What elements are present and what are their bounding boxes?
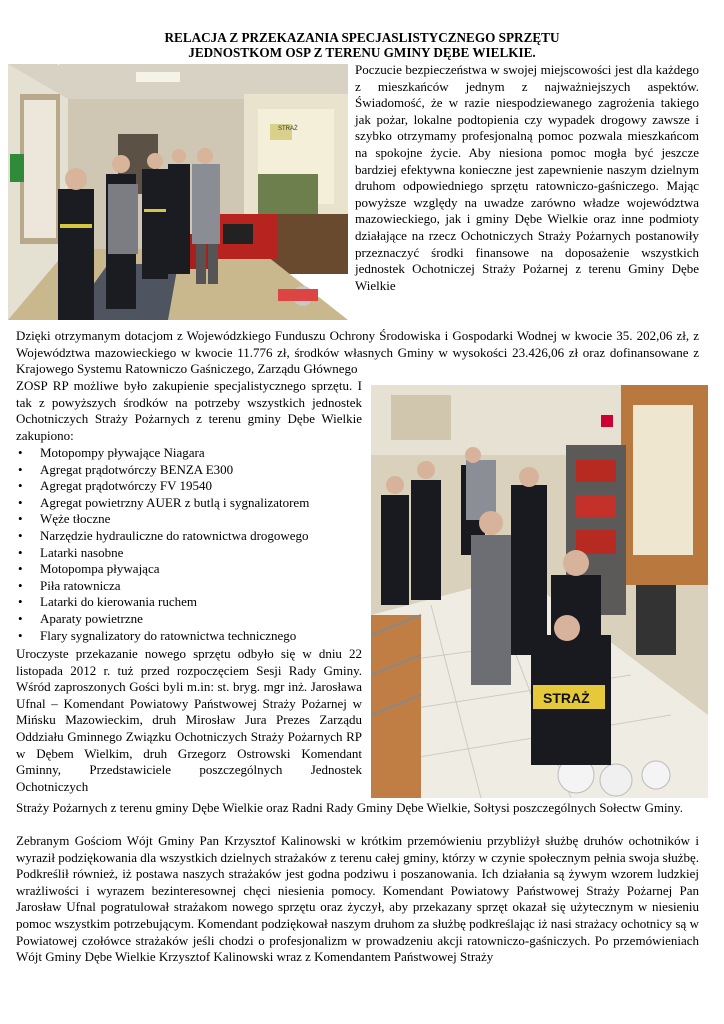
- list-item: [16, 578, 362, 595]
- list-item: [16, 628, 362, 645]
- bullet: •: [18, 610, 23, 626]
- bullet: •: [18, 494, 23, 510]
- title-line-2: JEDNOSTKOM OSP Z TERENU GMINY DĘBE WIELKIE.: [188, 45, 536, 60]
- photo-handover-corridor: [8, 64, 348, 320]
- list-item-label: Piła ratownicza: [40, 577, 121, 593]
- list-item: [16, 445, 362, 462]
- bullet: •: [18, 511, 23, 527]
- list-item: [16, 561, 362, 578]
- list-item: [16, 462, 362, 479]
- list-item-label: Latarki nasobne: [40, 544, 124, 560]
- title-line-1: RELACJA Z PRZEKAZANIA SPECJASLISTYCZNEGO SPRZĘTU: [164, 30, 560, 45]
- list-item: [16, 594, 362, 611]
- list-item-label: Węże tłoczne: [40, 511, 111, 527]
- photo-handover-overhead: [371, 385, 708, 798]
- list-item-label: Agregat prądotwórczy BENZA E300: [40, 461, 234, 477]
- equipment-list: [16, 445, 362, 644]
- list-item: [16, 611, 362, 628]
- bullet: •: [18, 461, 23, 477]
- bullet: •: [18, 478, 23, 494]
- funding-paragraph: Dzięki otrzymanym dotacjom z Wojewódzkiego Funduszu Ochrony Środowiska i Gospodarki Wodnej w kwocie 35. 202,06 zł, z Województwa mazowieckiego w kwocie 11.776 zł, środków własnych Gminy w wysokości 23.426,06 zł oraz dofinansowane z Krajowego Systemu Ratowniczo Gaśniczego, Zarządu Głównego: [16, 328, 699, 377]
- list-item-label: Motopompa pływająca: [40, 561, 160, 577]
- list-item-label: Agregat prądotwórczy FV 19540: [40, 478, 212, 494]
- list-item-label: Narzędzie hydrauliczne do ratownictwa drogowego: [40, 527, 309, 543]
- guests-paragraph: Straży Pożarnych z terenu gminy Dębe Wielkie oraz Radni Rady Gminy Dębe Wielkie, Sołtysi poszczególnych Sołectw Gminy.: [16, 800, 683, 815]
- list-item-label: Latarki do kierowania ruchem: [40, 594, 198, 610]
- speeches-paragraph: Zebranym Gościom Wójt Gminy Pan Krzysztof Kalinowski w krótkim przemówieniu przybliżył służbę druhów ochotników i wyraził podziękowania dla wszystkich dzielnych strażaków z terenu całej gminy, którzy w czynie społecznym pełnia swoja służbę. Podkreślił również, iż postawa naszych strażaków jest godna podziwu i poszanowania. Ich działania są żywym wzorem ludzkiej wrażliwości i wyrazem bezinteresownej chęci niesienia pomocy. Komendant Powiatowy Państwowej Straży Pożarnej Pan Jarosław Ufnal pogratulował strażakom nowego sprzętu oraz życzył, aby przekazany sprzęt okazał się użytecznym w niesieniu pomoc wszystkim potrzebującym. Komendant podziękował naszym druhom za służbę podkreślając iż nasi strażacy ochotnicy są w Powiatowej czołówce strażaków jeśli chodzi o profesjonalizm w prowadzeniu akcji ratowniczo-gaśniczych. Po przemówieniach Wójt Gminy Dębe Wielkie Krzysztof Kalinowski wraz z Komendantem Państwowej Straży: [16, 833, 699, 965]
- bullet: •: [18, 577, 23, 593]
- photo2-vest-text: STRAŻ: [543, 690, 590, 706]
- list-item-label: Flary sygnalizatory do ratownictwa technicznego: [40, 627, 297, 643]
- bullet: •: [18, 627, 23, 643]
- purchase-paragraph: ZOSP RP możliwe było zakupienie specjalistycznego sprzętu. I tak z powyższych środków na potrzeby wszystkich jednostek Ochotniczych Straży Pożarnych z terenu gminy Dębe Wielkie zakupiono:: [16, 378, 362, 443]
- list-item: [16, 511, 362, 528]
- bullet: •: [18, 594, 23, 610]
- bullet: •: [18, 544, 23, 560]
- list-item-label: Aparaty powietrzne: [40, 610, 143, 626]
- list-item: [16, 545, 362, 562]
- list-item: [16, 495, 362, 512]
- ceremony-paragraph: Uroczyste przekazanie nowego sprzętu odbyło się w dniu 22 listopada 2012 r. tuż przed rozpoczęciem Sesji Rady Gminy. Wśród zaproszonych Gości byli m.in: st. bryg. mgr inż. Jarosława Ufnal – Komendant Powiatowy Państwowej Straży Pożarnej w Mińsku Mazowieckim, druh Mirosław Jura Prezes Zarządu Oddziału Gminnego Związku Ochotniczych Straży Pożarnych RP w Dębem Wielkim, druh Grzegorz Ostrowski Komendant Gminny, Przedstawiciele poszczególnych Jednostek Ochotniczych: [16, 646, 362, 794]
- list-item: [16, 528, 362, 545]
- list-item: [16, 478, 362, 495]
- list-item-label: Motopompy pływające Niagara: [40, 445, 205, 460]
- intro-paragraph: Poczucie bezpieczeństwa w swojej miejscowości jest dla każdego z mieszkańców jednym z najważniejszych aspektów. Świadomość, że w razie niespodziewanego zagrożenia takiego jak pożar, lokalne podtopienia czy wypadek drogowy zawsze i szybko otrzymamy profesjonalną pomoc pozwala mieszkańcom na spokojne życie. Aby niesiona pomoc mogła być jeszcze bardziej efektywna konieczne jest zapewnienie naszym dzielnym druhom odpowiedniego sprzętu ratowniczo-gaśniczego. Mając powyższe względy na uwadze zarówno władze województwa mazowieckiego, jak i gminy Dębe Wielkie oraz inne podmioty działające na rzecz Ochotniczych Straży Pożarnych postanowiły przeznaczyć środki finansowe na doposażenie wszystkich jednostek Ochotniczej Straży Pożarnej z terenu Gminy Dębe Wielkie: [355, 62, 699, 293]
- list-item-label: Agregat powietrzny AUER z butlą i sygnalizatorem: [40, 494, 310, 510]
- photo1-sign: STRAŻ: [278, 126, 298, 132]
- bullet: •: [18, 527, 23, 543]
- bullet: •: [18, 561, 23, 577]
- bullet: •: [18, 445, 23, 460]
